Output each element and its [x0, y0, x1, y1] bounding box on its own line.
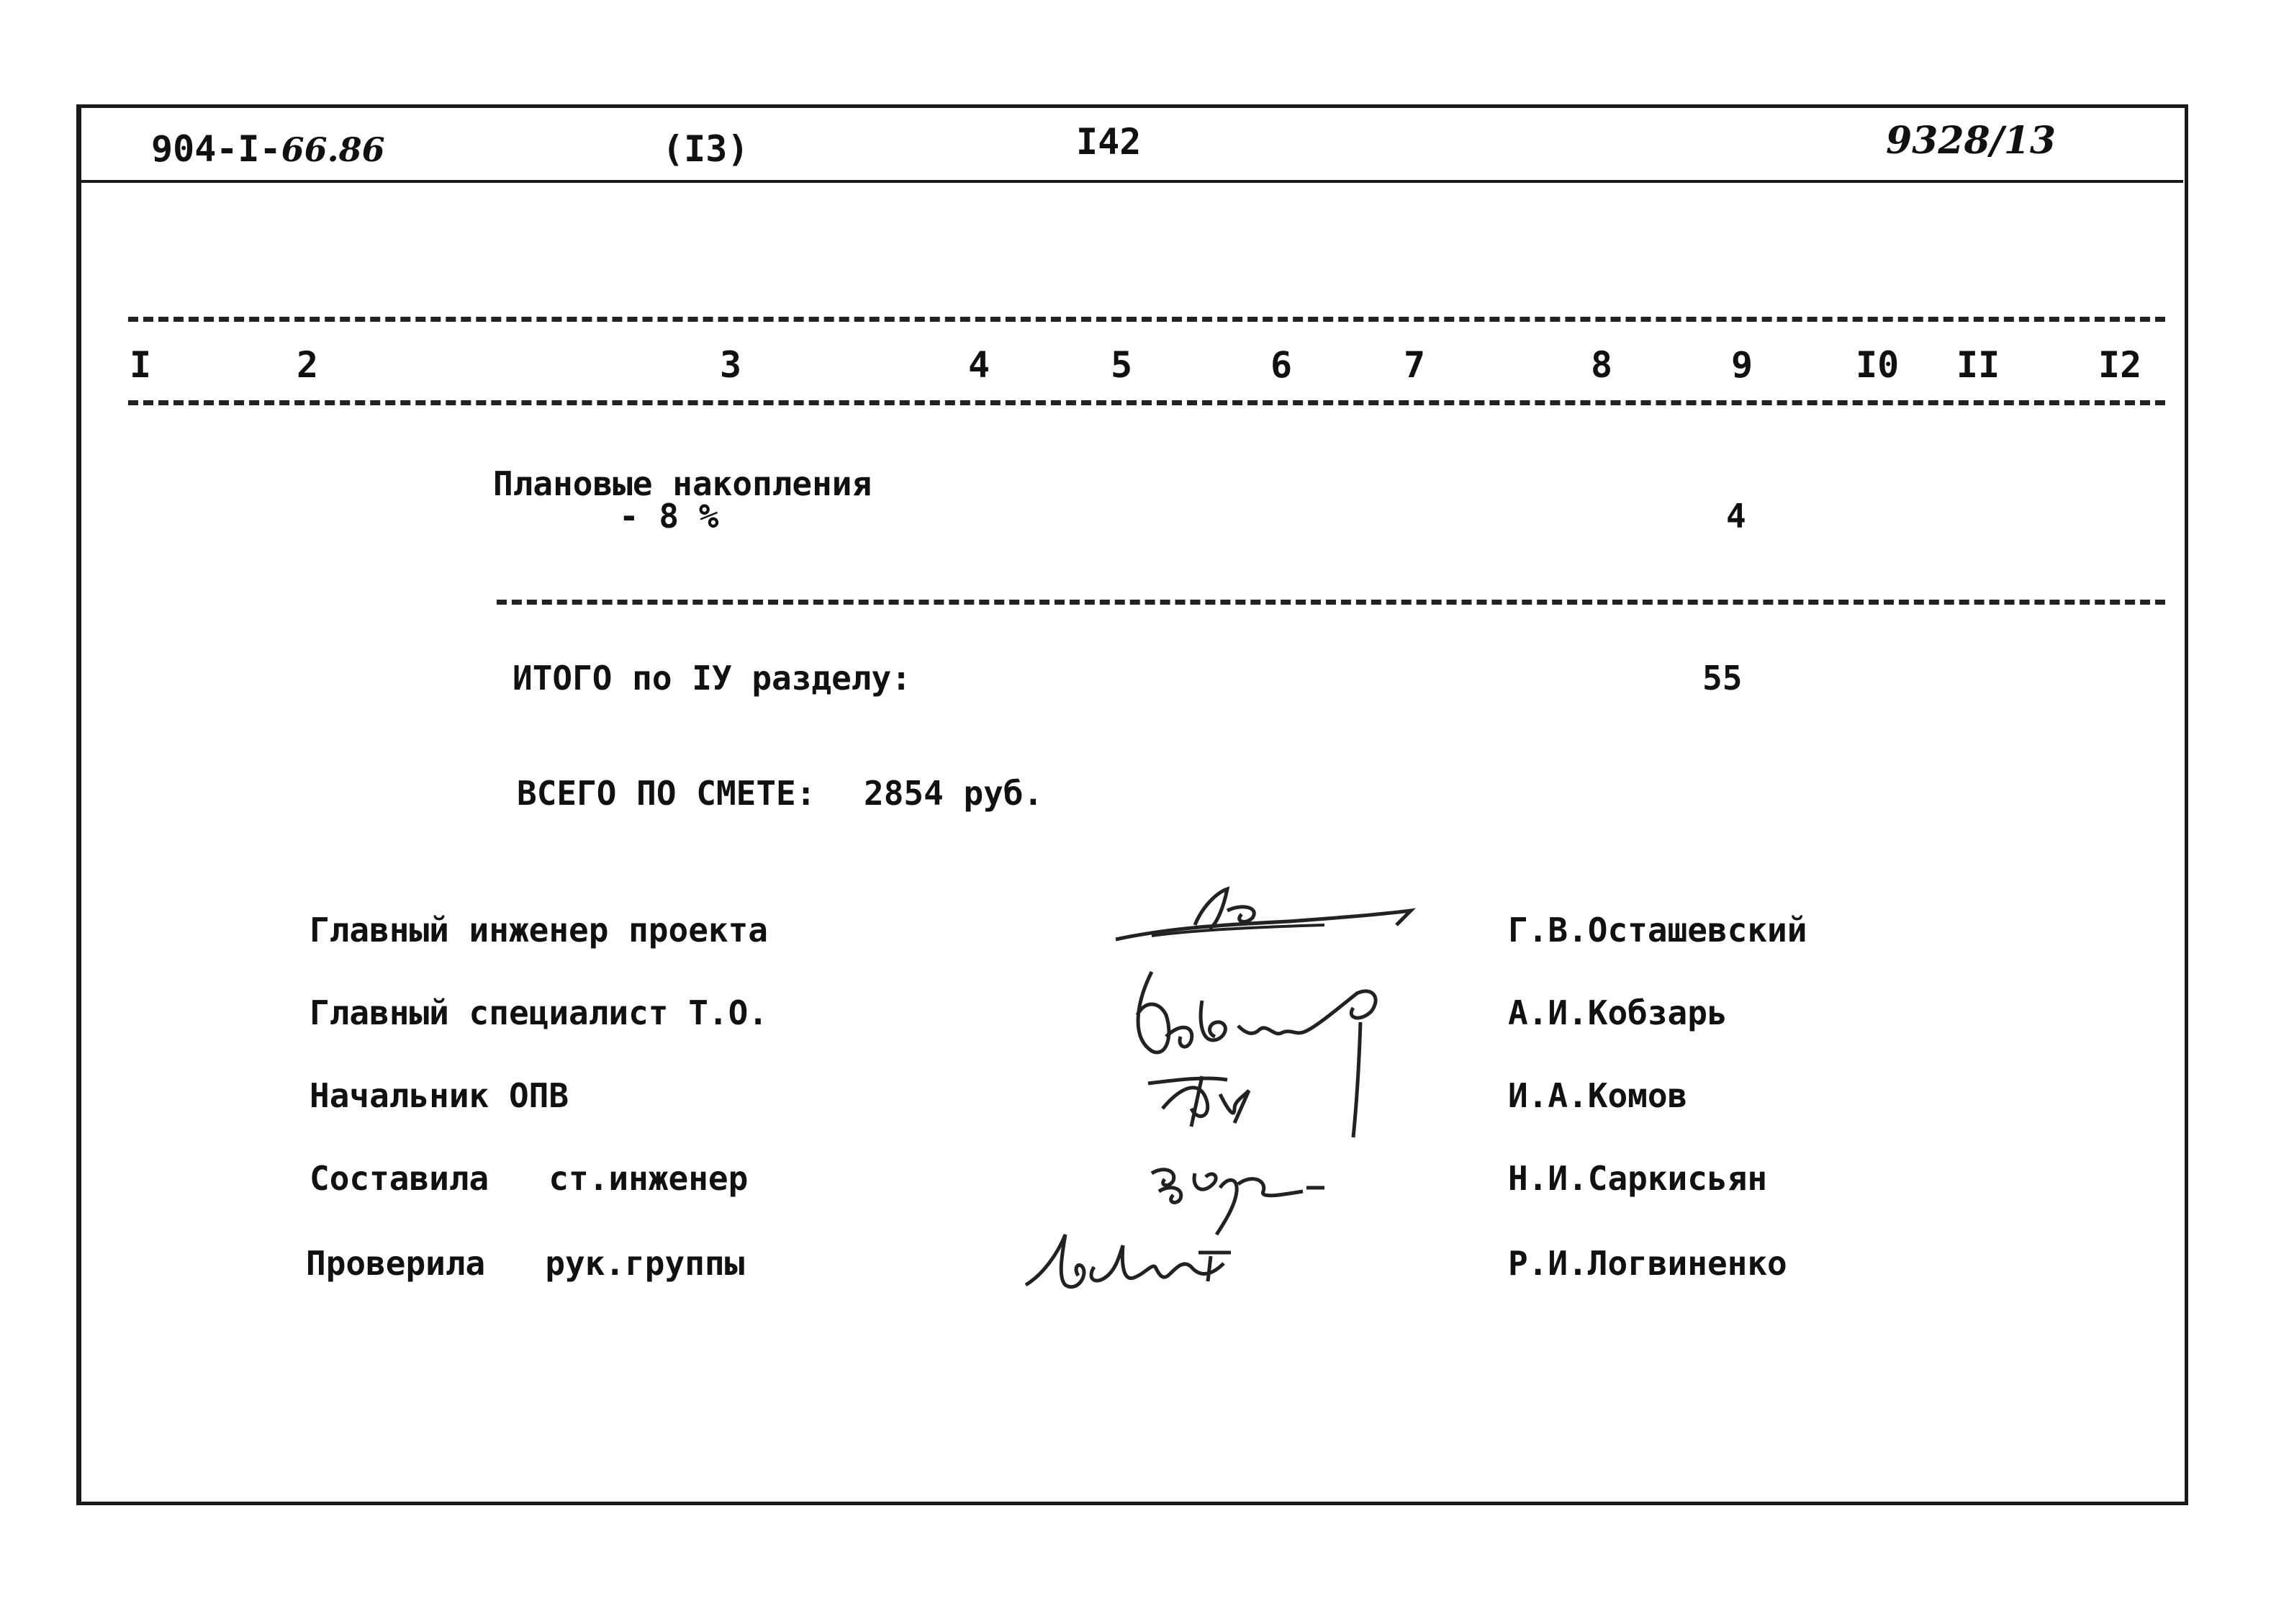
signatory-name: И.А.Комов	[1508, 1076, 1688, 1115]
signatory-name: Р.И.Логвиненко	[1508, 1244, 1787, 1283]
signatory-role: Начальник ОПВ	[310, 1076, 569, 1115]
column-number: 5	[1111, 344, 1133, 386]
header-divider	[80, 180, 2183, 183]
accrual-rate: - 8 %	[619, 497, 719, 536]
signatory-role: Главный специалист Т.О.	[310, 993, 768, 1032]
dashed-rule-top	[128, 317, 2165, 322]
grand-total-value: 2854 руб.	[864, 774, 1044, 813]
signatory-name: Н.И.Саркисьян	[1508, 1159, 1768, 1198]
column-number: II	[1956, 344, 2000, 386]
signatory-role: Проверила рук.группы	[306, 1244, 745, 1283]
column-number: I	[130, 344, 152, 386]
handwritten-signature	[1015, 1224, 1245, 1306]
column-number: 8	[1591, 344, 1613, 386]
column-number: 7	[1404, 344, 1426, 386]
accrual-value: 4	[1726, 497, 1746, 536]
page-number: I42	[1076, 121, 1142, 163]
column-number: I0	[1856, 344, 1900, 386]
signatory-role: Составила ст.инженер	[310, 1159, 749, 1198]
document-code: 904-I-66.86	[151, 128, 385, 170]
accrual-label: Плановые накопления	[493, 464, 872, 503]
column-number: 6	[1270, 344, 1293, 386]
column-number: 4	[968, 344, 990, 386]
signatory-role: Главный инженер проекта	[310, 911, 768, 949]
dashed-rule-section	[497, 600, 2165, 605]
column-number: 3	[720, 344, 742, 386]
dashed-rule-bottom	[128, 400, 2165, 405]
section-total-label: ИТОГО по IУ разделу:	[513, 659, 911, 698]
column-number: I2	[2098, 344, 2142, 386]
grand-total-label: ВСЕГО ПО СМЕТЕ:	[517, 774, 816, 813]
handwritten-signature	[1109, 885, 1425, 953]
section-total-value: 55	[1702, 659, 1743, 698]
handwritten-signature	[1141, 1065, 1270, 1133]
sheet-number: (I3)	[662, 128, 749, 170]
signatory-name: Г.В.Осташевский	[1508, 911, 1807, 949]
column-number: 9	[1731, 344, 1753, 386]
signatory-name: А.И.Кобзарь	[1508, 993, 1728, 1032]
column-number: 2	[297, 344, 319, 386]
archive-number: 9328/13	[1886, 119, 2056, 163]
